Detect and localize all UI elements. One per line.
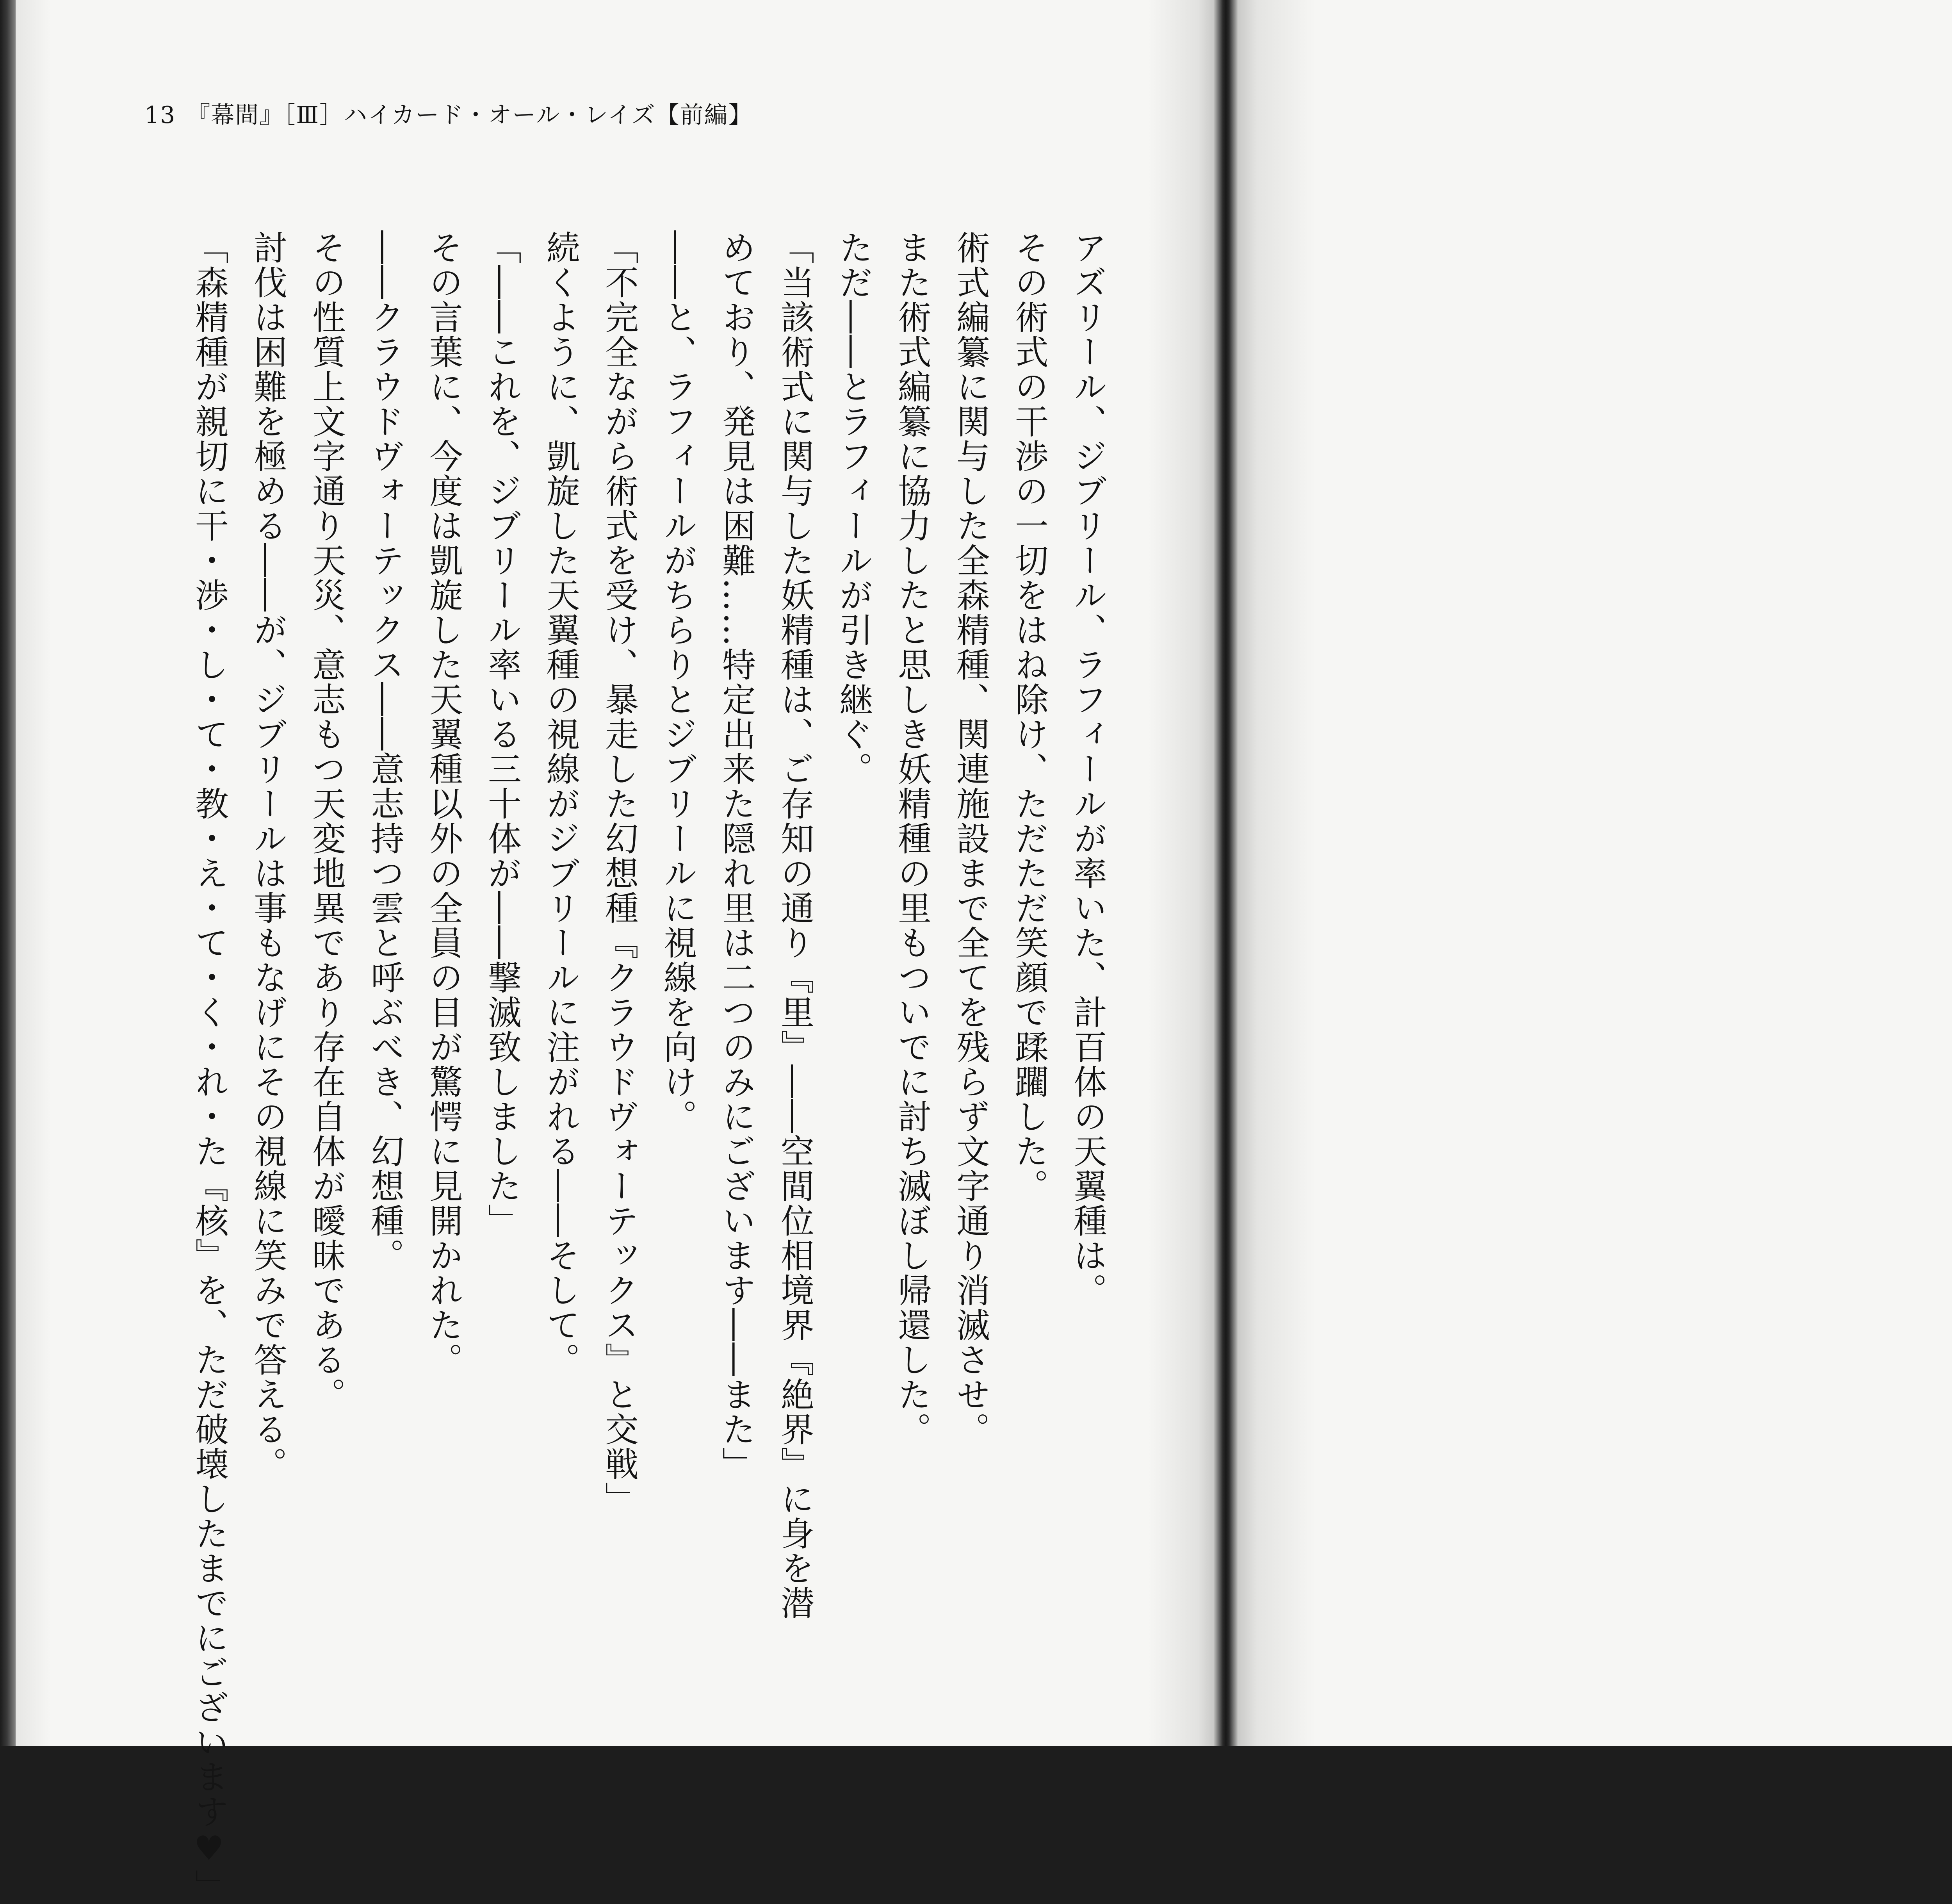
text-line: その術式の干渉の一切をはね除け、ただただ笑顔で蹂躙した。 [1009, 230, 1048, 1203]
left-running-head [144, 100, 753, 131]
chapter-title: 『幕間』［Ⅲ］ハイカード・オール・レイズ【前編】 [187, 102, 753, 129]
text-line: 「当該術式に関与した妖精種は、ご存知の通り『里』――空間位相境界『絶界』に身を潜 [775, 230, 814, 1621]
text-line: 「――これを、ジブリール率いる三十体が――撃滅致しました」 [482, 230, 521, 1238]
text-line: 「森精種が親切に干・渉・し・て・教・え・て・く・れ・た『核』を、ただ破壊したまでにございます♥」 [189, 230, 228, 1904]
text-line: 術式編纂に関与した全森精種、関連施設まで全てを残らず文字通り消滅させ。 [951, 230, 990, 1447]
text-line: 討伐は困難を極める――が、ジブリールは事もなげにその視線に笑みで答える。 [248, 230, 287, 1481]
text-line: 続くように、凱旋した天翼種の視線がジブリールに注がれる――そして。 [541, 230, 580, 1377]
text-line: めており、発見は困難……特定出来た隠れ里は二つのみにございます――また」 [716, 230, 755, 1481]
right-page [1238, 0, 1952, 1746]
text-line: ただ――とラフィールが引き継ぐ。 [834, 230, 873, 786]
text-line: その性質上文字通り天災、意志もつ天変地異であり存在自体が曖昧である。 [306, 230, 346, 1412]
text-line: ――クラウドヴォーテックス――意志持つ雲と呼ぶべき、幻想種。 [365, 230, 404, 1273]
text-line: ――と、ラフィールがちらりとジブリールに視線を向け。 [658, 230, 697, 1134]
left-page-number: 13 [144, 102, 176, 129]
text-line: 「不完全ながら術式を受け、暴走した幻想種『クラウドヴォーテックス』と交戦」 [599, 230, 638, 1516]
left-page [16, 0, 1214, 1904]
text-line: アズリール、ジブリール、ラフィールが率いた、計百体の天翼種は。 [1068, 230, 1107, 1308]
text-line: その言葉に、今度は凱旋した天翼種以外の全員の目が驚愕に見開かれた。 [424, 230, 463, 1377]
text-line: また術式編纂に協力したと思しき妖精種の里もついでに討ち滅ぼし帰還した。 [892, 230, 931, 1447]
book-gutter [1214, 0, 1238, 1746]
left-body-text [189, 230, 1117, 1904]
